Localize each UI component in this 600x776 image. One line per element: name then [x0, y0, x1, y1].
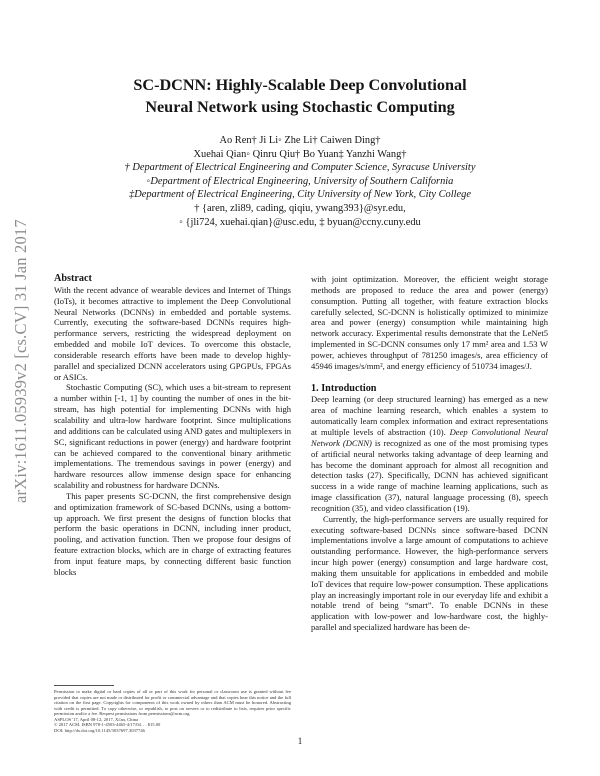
title-line-1: SC-DCNN: Highly-Scalable Deep Convolutional [133, 76, 467, 94]
abstract-paragraph-2: Stochastic Computing (SC), which uses a bit-stream to represent a number within [-1, 1] by counting the number of ones in the bit-stream, has high potential for implementing DCNNs with high scalability and ultra-low hardware footprint. Since multiplications and additions can be calculated using AND gates and multiplexers in SC, significant reductions in power (energy) and hardware footprint can be achieved compared to the conventional binary arithmetic implementations. The tremendous savings in power (energy) and hardware resources allow immense design space for enhancing scalability and robustness for hardware DCNNs. [54, 382, 291, 491]
author-block [80, 134, 520, 229]
email-line-2: ◦ {jli724, xuehai.qian}@usc.edu, ‡ byuan@ccny.cuny.edu [179, 216, 421, 228]
page-number: 1 [297, 736, 303, 746]
introduction-heading: 1. Introduction [311, 382, 377, 394]
authors-line-1: Ao Ren† Ji Li◦ Zhe Li† Caiwen Ding† [219, 135, 381, 146]
abstract-paragraph-1: With the recent advance of wearable devices and Internet of Things (IoTs), it becomes attractive to implement the Deep Convolutional Neural Networks (DCNNs) in embedded and portable systems. Currently, executing the software-based DCNNs requires high-performance servers, restricting the widespread deployment on embedded and mobile IoT devices. To overcome this obstacle, considerable research efforts have been made to develop highly-parallel and specialized DCNN accelerators using GPGPUs, FPGAs or ASICs. [54, 284, 291, 382]
intro-p1-rest: is recognized as one of the most promising types of artificial neural networks taking advantage of deep learning and has become the dominant approach for almost all recognition and detection tasks (27). Specifically, DCNN has achieved significant success in a wide range of machine learning applications, such as image classification (37), natural language processing (8), speech recognition (35), and video classification (19). [311, 437, 548, 513]
authors-line-2: Xuehai Qian◦ Qinru Qiu† Bo Yuan‡ Yanzhi Wang† [193, 148, 407, 160]
title-line-2: Neural Network using Stochastic Computing [145, 98, 455, 116]
affiliation-ccny: ‡Department of Electrical Engineering, City University of New York, City College [129, 189, 471, 201]
affiliation-syracuse: † Department of Electrical Engineering and Computer Science, Syracuse University [124, 162, 476, 174]
intro-p1-dcnn-term: Deep Convolutional Neural Network (DCNN) [311, 426, 548, 448]
right-column [311, 274, 548, 633]
footnote-separator [54, 685, 114, 686]
abstract-paragraph-3: This paper presents SC-DCNN, the first comprehensive design and optimization framework of SC-based DCNNs, using a bottom-up approach. We first present the designs of function blocks that perform the basic operations in DCNN, including inner product, pooling, and activation function. Then we propose four designs of feature extraction blocks, which are in charge of extracting features from input feature maps, by connecting different basic function blocks [54, 490, 291, 577]
left-column [54, 274, 291, 578]
footnote-permission: Permission to make digital or hard copies of all or part of this work for personal or classroom use is granted without fee provided that copies are not made or distributed for profit or commercial advantage and that copies bear this notice and the full citation on the first page. Copyrights for components of this work owned by others than ACM must be honored. Abstracting with credit is permitted. To copy otherwise, or republish, to post on servers or to redistribute to lists, requires prior specific permission and/or a fee. Request permissions from permissions@acm.org. [54, 689, 291, 716]
arxiv-stamp: arXiv:1611.05939v2 [cs.CV] 31 Jan 2017 [11, 219, 30, 503]
copyright-footnote [54, 685, 291, 733]
intro-paragraph-1 [311, 394, 548, 513]
footnote-copyright: © 2017 ACM. ISBN 978-1-4503-4465-4/17/04. . . $15.00 [54, 722, 161, 727]
intro-p1-start: Deep learning (or deep structured learning) has emerged as a new area of machine learning research, which enables a system to automatically learn complex information and extract representations at multiple levels of abstraction (10). [311, 394, 548, 437]
abstract-heading: Abstract [54, 273, 92, 284]
email-line-1: † {aren, zli89, cading, qiqiu, ywang393}@syr.edu, [194, 202, 406, 214]
abstract-continuation: with joint optimization. Moreover, the efficient weight storage methods are proposed to reduce the area and power (energy) consumption. Putting all together, with feature extraction blocks carefully selected, SC-DCNN is holistically optimized to minimize area and power (energy) consumption while maintaining high network accuracy. Experimental results demonstrate that the LeNet5 implemented in SC-DCNN consumes only 17 mm² area and 1.53 W power, achieves throughput of 781250 images/s, area efficiency of 45946 images/s/mm², and energy efficiency of 510734 images/J. [311, 274, 548, 371]
paper-title [80, 74, 520, 118]
footnote-doi: DOI: http://dx.doi.org/10.1145/3037697.3037746 [54, 727, 145, 733]
footnote-conference: ASPLOS '17, April 08-12, 2017, Xi'an, China [54, 716, 139, 722]
affiliation-usc: ◦Department of Electrical Engineering, University of Southern California [146, 175, 454, 187]
intro-paragraph-2: Currently, the high-performance servers are usually required for executing software-based DCNNs since software-based DCNN implementations involve a large amount of computations to achieve outstanding performance. However, the high-performance servers incur high power (energy) consumption and large hardware cost, making them unsuitable for applications in embedded and mobile IoT devices that require low-power consumption. These applications play an increasingly important role in our everyday life and exhibit a notable trend of being “smart”. To enable DCNNs in these application with low-power and low-hardware cost, the highly-parallel and specialized hardware has been de- [311, 513, 548, 633]
